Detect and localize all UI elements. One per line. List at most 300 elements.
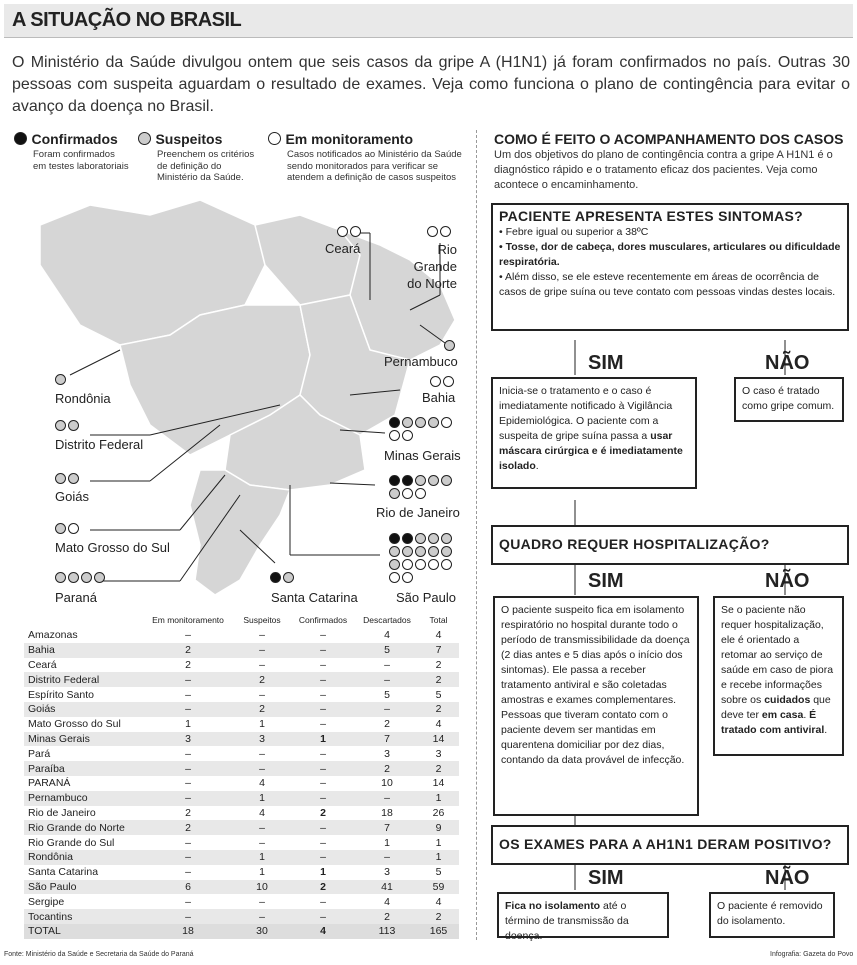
table-header: Em monitoramento	[152, 615, 224, 625]
table-cell: –	[259, 895, 265, 908]
table-cell: –	[185, 777, 191, 790]
answer-text: .	[824, 724, 828, 736]
monitoring-dot-icon	[389, 430, 400, 441]
dots-rj	[389, 475, 459, 501]
suspected-dot-icon	[415, 475, 426, 486]
table-cell: 3	[435, 747, 442, 760]
table-cell-state: Pernambuco	[24, 791, 142, 806]
state-marker-rio-grande-do-norte	[427, 226, 457, 239]
yes-label: SIM	[588, 570, 624, 592]
dots-ro	[55, 374, 70, 387]
table-cell: –	[320, 688, 326, 701]
state-label-rondonia: Rondônia	[55, 391, 111, 406]
table-cell: 1	[384, 836, 390, 849]
table-cell: 2	[142, 820, 234, 835]
suspected-dot-icon	[428, 533, 439, 544]
table-cell: 2	[142, 643, 234, 658]
table-row	[24, 894, 459, 909]
suspected-dot-icon	[428, 417, 439, 428]
table-cell-state: Goiás	[24, 702, 142, 717]
legend-confirmed-title: Confirmados	[31, 131, 118, 147]
table-cell: 2	[384, 718, 390, 731]
table-cell: 2	[418, 909, 459, 924]
dots-sp	[389, 533, 459, 585]
leader-ro	[70, 350, 120, 375]
table-cell-state: Tocantins	[24, 909, 142, 924]
dots-go	[55, 473, 85, 486]
table-cell: –	[259, 836, 265, 849]
monitoring-dot-icon	[441, 559, 452, 570]
monitoring-dot-icon	[441, 417, 452, 428]
table-cell: –	[290, 761, 356, 776]
table-cell: 4	[435, 718, 442, 731]
answer-exams-no: O paciente é removido do isolamento.	[709, 892, 835, 938]
answer-text-bold: em casa	[761, 709, 804, 721]
legend-monitoring-desc-line: sendo monitorados para verificar se	[287, 160, 439, 172]
table-header: Descartados	[363, 615, 411, 625]
answer-hospitalization-yes: O paciente suspeito fica em isolamento respiratório no hospital durante todo o período de transmissibilidade da doença (2 dias antes e 5 dias após o início dos sintomas). Ele passa a receber tratamento antiviral e são coletadas amostras e exames complementares. Pessoas que tiveram contato com o paciente devem ser mantidas em quarentena domiciliar por dez dias, contando da data provável de infecção.	[493, 596, 699, 816]
legend-monitoring-desc-line: atendem a definição de casos suspeitos	[287, 172, 456, 183]
table-cell: –	[185, 836, 191, 849]
answer-text: que deve ter	[721, 694, 831, 721]
symptom-item: • Tosse, dor de cabeça, dores musculares, articulares ou dificuldade respiratória.	[499, 241, 841, 268]
monitoring-dot-icon	[427, 226, 438, 237]
table-cell: –	[290, 820, 356, 835]
table-row	[24, 865, 459, 880]
state-marker-sao-paulo	[389, 533, 459, 585]
state-label-minas-gerais: Minas Gerais	[384, 448, 461, 463]
legend-suspected	[138, 131, 254, 184]
legend-suspected-desc-line: Ministério da Saúde.	[157, 172, 244, 183]
table-cell-state: Ceará	[28, 658, 57, 671]
table-cell: –	[142, 672, 234, 687]
state-marker-mato-grosso-do-sul	[55, 523, 85, 536]
table-cell: 2	[185, 658, 191, 671]
dots-ms	[55, 523, 85, 536]
state-marker-rondonia	[55, 374, 70, 387]
table-cell: 2	[418, 761, 459, 776]
cases-table	[24, 612, 459, 939]
table-cell: 4	[435, 629, 442, 642]
confirmed-dot-icon	[389, 533, 400, 544]
table-header	[24, 612, 142, 628]
flow-title: COMO É FEITO O ACOMPANHAMENTO DOS CASOS	[494, 131, 844, 147]
table-row	[24, 880, 459, 895]
table-row	[24, 806, 459, 821]
table-row	[24, 643, 459, 658]
table-cell: 3	[234, 732, 290, 747]
suspected-dot-icon	[81, 572, 92, 583]
suspected-dot-icon	[68, 572, 79, 583]
legend-suspected-title: Suspeitos	[155, 131, 223, 147]
monitoring-dot-icon	[443, 376, 454, 387]
answer-text-bold: cuidados	[764, 694, 811, 706]
dots-sc	[270, 572, 300, 585]
suspected-dot-icon	[389, 546, 400, 557]
table-cell-state: Distrito Federal	[24, 672, 142, 687]
state-marker-santa-catarina	[270, 572, 300, 585]
no-label: NÃO	[765, 352, 810, 374]
answer-text: Inicia-se o tratamento e o caso é imediatamente notificado à Vigilância Epidemiológica. O paciente com a suspeita de gripe suína passa a	[499, 385, 673, 442]
dots-ceara	[337, 226, 367, 239]
table-cell: 2	[356, 761, 418, 776]
table-cell: 1	[320, 866, 326, 879]
suspected-dot-icon	[55, 374, 66, 385]
suspected-dot-icon	[428, 475, 439, 486]
suspected-dot-icon	[55, 473, 66, 484]
suspected-dot-icon	[138, 132, 151, 145]
table-cell: –	[234, 909, 290, 924]
table-cell: –	[290, 850, 356, 865]
question-hospitalization-box	[491, 525, 849, 565]
table-cell: –	[142, 909, 234, 924]
table-cell: 1	[259, 866, 265, 879]
table-cell: –	[356, 672, 418, 687]
table-cell: 2	[185, 806, 191, 819]
question-symptoms-box	[491, 203, 849, 331]
table-cell: –	[320, 658, 326, 671]
table-cell: 1	[185, 718, 191, 731]
table-cell: 1	[418, 850, 459, 865]
state-label-rn	[393, 241, 457, 292]
suspected-dot-icon	[389, 488, 400, 499]
table-cell-state: Bahia	[24, 643, 142, 658]
table-cell: –	[290, 791, 356, 806]
confirmed-dot-icon	[402, 475, 413, 486]
table-cell-state: Rio Grande do Norte	[24, 820, 142, 835]
question-exams-box	[491, 825, 849, 865]
legend-confirmed-desc	[33, 149, 129, 172]
table-cell: 6	[142, 880, 234, 895]
page-title: A SITUAÇÃO NO BRASIL	[12, 9, 242, 31]
answer-symptoms-yes	[491, 377, 697, 489]
table-cell: 113	[356, 924, 418, 939]
table-cell: –	[356, 702, 418, 717]
answer-exams-yes	[497, 892, 669, 942]
state-marker-parana	[55, 572, 115, 585]
table-cell: 4	[435, 895, 442, 908]
table-row	[24, 761, 459, 776]
state-marker-minas-gerais	[389, 417, 459, 443]
table-cell: –	[142, 850, 234, 865]
table-cell: –	[185, 688, 191, 701]
table-header: Confirmados	[298, 615, 348, 625]
table-cell-state: Pará	[28, 747, 51, 760]
monitoring-dot-icon	[268, 132, 281, 145]
state-label-parana: Paraná	[55, 590, 97, 605]
table-cell: 14	[418, 732, 459, 747]
yes-label: SIM	[588, 352, 624, 374]
symptom-item: • Além disso, se ele esteve recentemente em áreas de ocorrência de casos de gripe suína ou teve contato com pessoas vindas destes locais.	[499, 271, 836, 298]
no-label: NÃO	[765, 867, 810, 889]
flow-subtitle: Um dos objetivos do plano de contingência contra a gripe A H1N1 é o diagnóstico rápido e o tratamento eficaz dos pacientes. Veja como acontece o encaminhamento.	[494, 149, 833, 191]
table-cell: 5	[356, 643, 418, 658]
table-cell: –	[142, 761, 234, 776]
state-label-pernambuco: Pernambuco	[384, 354, 458, 369]
table-row	[24, 850, 459, 865]
suspected-dot-icon	[444, 340, 455, 351]
table-cell: 7	[356, 732, 418, 747]
legend-suspected-desc-line: Preenchem os critérios	[157, 149, 255, 160]
monitoring-dot-icon	[389, 572, 400, 583]
suspected-dot-icon	[415, 546, 426, 557]
table-cell: 3	[142, 732, 234, 747]
state-marker-bahia	[430, 376, 460, 389]
leader-rj	[330, 483, 375, 485]
table-cell: –	[384, 658, 390, 671]
legend-suspected-desc-line: de definição do	[157, 160, 222, 172]
table-cell: –	[259, 688, 265, 701]
state-label-rn-line: Rio Grande	[413, 242, 457, 274]
state-marker-goias	[55, 473, 85, 486]
table-cell: –	[259, 658, 265, 671]
table-cell: –	[320, 747, 326, 760]
table-cell: –	[185, 747, 191, 760]
table-cell: –	[142, 702, 234, 717]
question-symptoms-title: PACIENTE APRESENTA ESTES SINTOMAS?	[499, 208, 803, 224]
table-cell: 1	[290, 732, 356, 747]
state-label-rio-de-janeiro: Rio de Janeiro	[376, 505, 460, 520]
monitoring-dot-icon	[68, 523, 79, 534]
table-cell: 3	[384, 866, 390, 879]
no-label: NÃO	[765, 570, 810, 592]
table-row	[24, 791, 459, 806]
dots-rn	[427, 226, 457, 239]
table-cell: –	[185, 866, 191, 879]
legend-monitoring-desc-line: Casos notificados ao Ministério da Saúde	[287, 149, 462, 160]
table-cell-state: TOTAL	[24, 924, 142, 939]
table-cell: 7	[418, 643, 459, 658]
monitoring-dot-icon	[402, 430, 413, 441]
table-cell-state: Sergipe	[28, 895, 65, 908]
table-cell: –	[320, 777, 326, 790]
state-label-goias: Goiás	[55, 489, 89, 504]
monitoring-dot-icon	[415, 559, 426, 570]
table-row	[24, 746, 459, 761]
monitoring-dot-icon	[430, 376, 441, 387]
table-body	[24, 628, 459, 939]
table-cell: 4	[259, 777, 265, 790]
footer-source: Fonte: Ministério da Saúde e Secretaria da Saúde do Paraná	[4, 951, 194, 958]
table-header-row	[24, 612, 459, 628]
table-cell: –	[356, 850, 418, 865]
table-row	[24, 672, 459, 687]
table-row	[24, 924, 459, 939]
table-cell: –	[259, 629, 265, 642]
table-cell: 2	[418, 702, 459, 717]
suspected-dot-icon	[428, 546, 439, 557]
table-cell-state: São Paulo	[24, 880, 142, 895]
confirmed-dot-icon	[389, 475, 400, 486]
table-cell: 2	[435, 658, 442, 671]
suspected-dot-icon	[68, 473, 79, 484]
table-cell: 2	[418, 672, 459, 687]
table-cell: 2	[320, 806, 326, 819]
table-cell: –	[320, 718, 326, 731]
dots-ba	[430, 376, 460, 389]
question-hospitalization-title: QUADRO REQUER HOSPITALIZAÇÃO?	[499, 536, 770, 552]
table-cell: –	[185, 629, 191, 642]
table-cell: –	[234, 820, 290, 835]
state-label-mato-grosso-do-sul: Mato Grosso do Sul	[55, 540, 170, 555]
confirmed-dot-icon	[270, 572, 281, 583]
suspected-dot-icon	[441, 546, 452, 557]
table-cell: 2	[356, 909, 418, 924]
table-cell: 1	[435, 836, 442, 849]
table-row	[24, 820, 459, 835]
table-cell: –	[234, 643, 290, 658]
question-symptoms-body	[493, 225, 847, 300]
column-divider	[476, 130, 477, 940]
table-cell: 59	[418, 880, 459, 895]
suspected-dot-icon	[94, 572, 105, 583]
table-header: Total	[429, 615, 448, 625]
table-cell-state: Rio de Janeiro	[28, 806, 96, 819]
suspected-dot-icon	[55, 523, 66, 534]
table-cell-state: Paraíba	[24, 761, 142, 776]
legend-confirmed-desc-line: Foram confirmados	[33, 149, 115, 160]
state-label-santa-catarina: Santa Catarina	[271, 590, 358, 605]
dots-pe	[444, 340, 459, 353]
table-cell: –	[320, 895, 326, 908]
table-row	[24, 628, 459, 643]
legend-monitoring	[268, 131, 462, 184]
table-cell: 165	[418, 924, 459, 939]
suspected-dot-icon	[55, 420, 66, 431]
answer-hospitalization-no	[713, 596, 844, 756]
legend-confirmed	[14, 131, 129, 172]
answer-text-bold: É tratado com antiviral	[721, 709, 825, 736]
confirmed-dot-icon	[14, 132, 27, 145]
footer-credit: Infografia: Gazeta do Povo	[770, 951, 854, 958]
state-label-sao-paulo: São Paulo	[396, 590, 456, 605]
table-row	[24, 776, 459, 791]
table-row	[24, 717, 459, 732]
table-row	[24, 702, 459, 717]
table-cell: 4	[384, 629, 390, 642]
state-label-rn-line: do Norte	[407, 276, 457, 291]
table-cell-state: Espírito Santo	[28, 688, 94, 701]
table-cell: 2	[234, 702, 290, 717]
symptom-item: • Febre igual ou superior a 38ºC	[499, 226, 649, 238]
monitoring-dot-icon	[402, 488, 413, 499]
table-cell: 4	[259, 806, 265, 819]
suspected-dot-icon	[389, 559, 400, 570]
table-cell-state: PARANÁ	[28, 777, 71, 790]
table-cell: –	[290, 672, 356, 687]
state-marker-pernambuco	[444, 340, 459, 353]
table-cell: 10	[381, 777, 393, 790]
table-cell: –	[290, 643, 356, 658]
suspected-dot-icon	[402, 546, 413, 557]
table-row	[24, 658, 459, 673]
table-cell-state: Minas Gerais	[24, 732, 142, 747]
table-cell: 1	[418, 791, 459, 806]
monitoring-dot-icon	[440, 226, 451, 237]
suspected-dot-icon	[441, 533, 452, 544]
table-cell: 2	[290, 880, 356, 895]
table-cell: 26	[432, 806, 445, 819]
table-cell: 7	[356, 820, 418, 835]
state-label-ceara: Ceará	[325, 241, 361, 256]
answer-text: .	[803, 709, 810, 721]
table-cell: –	[320, 629, 326, 642]
suspected-dot-icon	[415, 533, 426, 544]
table-cell: 5	[435, 688, 442, 701]
monitoring-dot-icon	[428, 559, 439, 570]
table-cell: 18	[381, 806, 393, 819]
intro-text: O Ministério da Saúde divulgou ontem que seis casos da gripe A (H1N1) já foram confirmados no país. Outras 30 pessoas com suspeita aguardam o resultado de exames. Veja como funciona o plano de contingência para evitar o avanço da doença no Brasil.	[12, 54, 850, 115]
table-row	[24, 732, 459, 747]
suspected-dot-icon	[68, 420, 79, 431]
table-cell: 10	[234, 880, 290, 895]
monitoring-dot-icon	[402, 572, 413, 583]
monitoring-dot-icon	[402, 559, 413, 570]
table-cell: –	[259, 747, 265, 760]
suspected-dot-icon	[283, 572, 294, 583]
question-exams-title: OS EXAMES PARA A AH1N1 DERAM POSITIVO?	[499, 836, 832, 852]
answer-text: Se o paciente não requer hospitalização, ele é orientado a retomar ao serviço de saúde em caso de piora e recebe informações sobre os	[721, 604, 834, 706]
confirmed-dot-icon	[389, 417, 400, 428]
dots-df	[55, 420, 85, 433]
table-cell: –	[356, 791, 418, 806]
suspected-dot-icon	[55, 572, 66, 583]
table-row	[24, 909, 459, 924]
table-cell: 9	[418, 820, 459, 835]
table-cell: 1	[234, 791, 290, 806]
table-header: Suspeitos	[243, 615, 281, 625]
legend-confirmed-desc-line: em testes laboratoriais	[33, 160, 129, 172]
table-cell: 1	[259, 718, 265, 731]
table-cell: –	[234, 761, 290, 776]
table-cell-state: Amazonas	[28, 629, 78, 642]
table-cell: 4	[384, 895, 390, 908]
table-cell-state: Mato Grosso do Sul	[28, 718, 121, 731]
legend-suspected-desc	[157, 149, 254, 184]
table-cell: 14	[432, 777, 445, 790]
table-row	[24, 687, 459, 702]
answer-text: .	[535, 460, 539, 472]
table-cell: –	[185, 895, 191, 908]
table-cell: 5	[435, 866, 442, 879]
state-marker-rio-de-janeiro	[389, 475, 459, 501]
table-cell: 1	[234, 850, 290, 865]
state-marker-distrito-federal	[55, 420, 85, 433]
suspected-dot-icon	[441, 475, 452, 486]
state-marker-ceara	[325, 226, 367, 256]
table-row	[24, 835, 459, 850]
legend-monitoring-desc	[287, 149, 462, 184]
answer-text: até o término de transmissão da doença.	[505, 900, 629, 942]
monitoring-dot-icon	[415, 488, 426, 499]
monitoring-dot-icon	[337, 226, 348, 237]
table-cell-state: Santa Catarina	[28, 866, 99, 879]
table-cell-state: Rondônia	[24, 850, 142, 865]
dots-pr	[55, 572, 115, 585]
answer-text-bold: Fica no isolamento	[505, 900, 601, 912]
state-label-bahia: Bahia	[422, 390, 456, 405]
suspected-dot-icon	[415, 417, 426, 428]
confirmed-dot-icon	[402, 533, 413, 544]
answer-text-bold: usar máscara cirúrgica e é imediatamente isolado	[499, 430, 683, 472]
table-cell: 4	[290, 924, 356, 939]
suspected-dot-icon	[402, 417, 413, 428]
table-cell: 18	[142, 924, 234, 939]
dots-mg	[389, 417, 459, 443]
table-cell: –	[290, 702, 356, 717]
state-label-distrito-federal: Distrito Federal	[55, 437, 144, 452]
table-cell: –	[320, 836, 326, 849]
